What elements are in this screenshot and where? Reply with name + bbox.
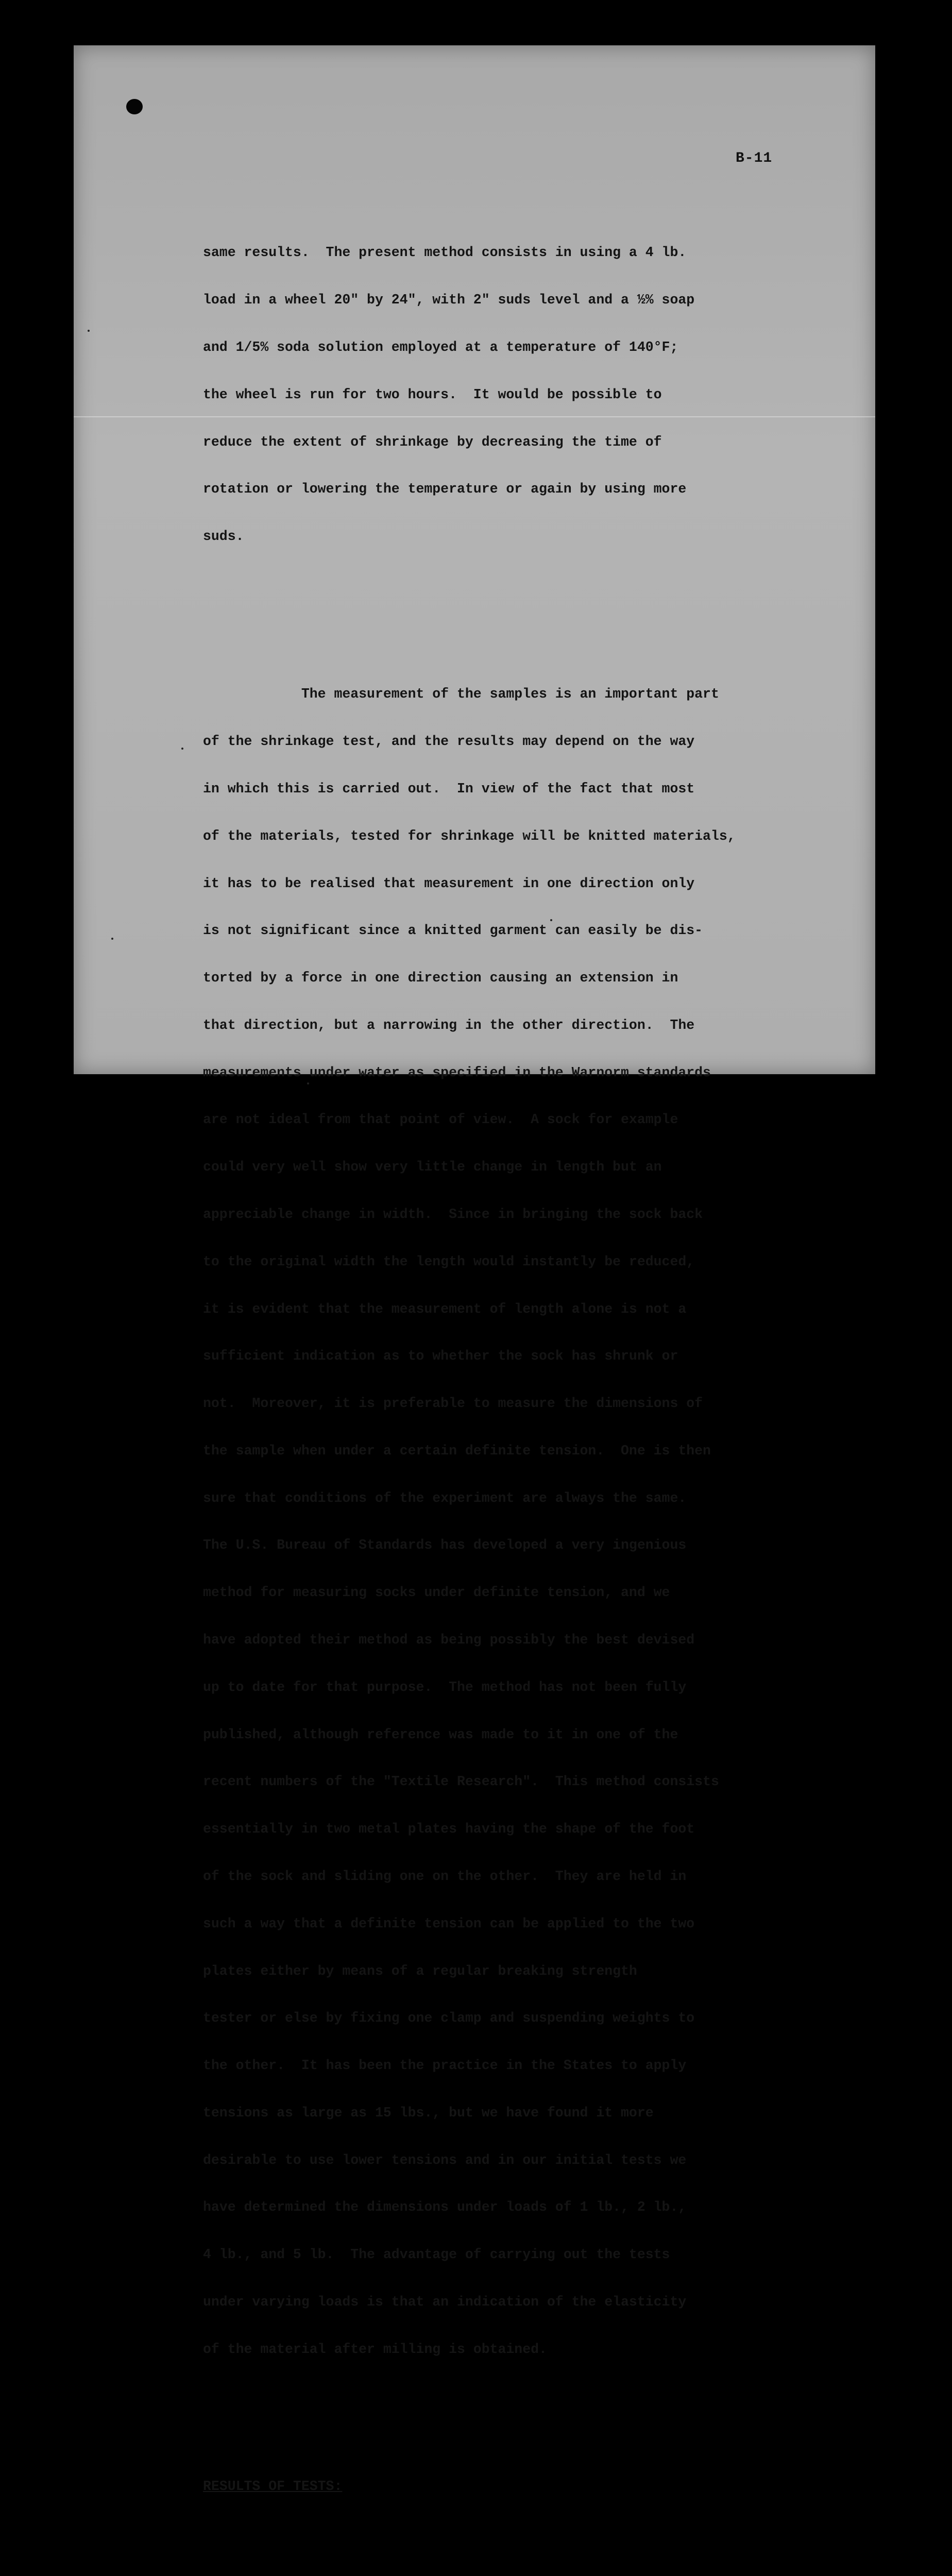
text-line: recent numbers of the "Textile Research". This method consists <box>203 1774 719 1790</box>
text-line: in which this is carried out. In view of the fact that most <box>203 781 695 796</box>
text-line: such a way that a definite tension can be applied to the two <box>203 1916 695 1931</box>
text-line: and 1/5% soda solution employed at a temperature of 140°F; <box>203 339 678 355</box>
text-line: the sample when under a certain definite tension. One is then <box>203 1443 711 1459</box>
section-spacer <box>203 2420 821 2447</box>
text-line: same results. The present method consists in using a 4 lb. <box>203 245 687 261</box>
text-line: method for measuring socks under definite tension, and we <box>203 1585 670 1601</box>
text-line: that direction, but a narrowing in the other direction. The <box>203 1017 695 1033</box>
text-line: load in a wheel 20" by 24", with 2" suds level and a ½% soap <box>203 292 695 308</box>
text-line: of the material after milling is obtained. <box>203 2341 547 2357</box>
text-line: the other. It has been the practice in the States to apply <box>203 2058 687 2074</box>
text-line: desirable to use lower tensions and in our initial tests we <box>203 2152 687 2168</box>
paragraph-2 <box>203 655 821 2388</box>
dust-speck <box>88 330 90 332</box>
text-line: The measurement of the samples is an important part <box>203 686 719 702</box>
text-line: it has to be realised that measurement in one direction only <box>203 875 695 891</box>
section-spacer <box>203 2526 821 2553</box>
text-line: are not ideal from that point of view. A sock for example <box>203 1112 678 1128</box>
paragraph-spacer <box>203 607 821 623</box>
text-line: is not significant since a knitted garment can easily be dis- <box>203 923 703 939</box>
text-line: torted by a force in one direction causing an extension in <box>203 970 678 986</box>
text-line: have adopted their method as being possibly the best devised <box>203 1632 695 1648</box>
text-line: could very well show very little change in length but an <box>203 1159 662 1175</box>
text-line: of the materials, tested for shrinkage will be knitted materials, <box>203 828 736 844</box>
section-heading: RESULTS OF TESTS: <box>203 2478 343 2494</box>
text-line: not. Moreover, it is preferable to measure the dimensions of <box>203 1396 703 1412</box>
text-line: tester or else by fixing one clamp and suspending weights to <box>203 2010 695 2026</box>
text-line: up to date for that purpose. The method has not been fully <box>203 1679 687 1695</box>
text-line: published, although reference was made to it in one of the <box>203 1726 678 1742</box>
text-line: of the sock and sliding one on the other. They are held in <box>203 1868 687 1884</box>
text-line: reduce the extent of shrinkage by decreasing the time of <box>203 434 662 450</box>
text-line: The U.S. Bureau of Standards has developed a very ingenious <box>203 1537 687 1553</box>
text-line: under varying loads is that an indication of the elasticity <box>203 2294 687 2310</box>
text-line: plates either by means of a regular breaking strength <box>203 1963 637 1979</box>
text-line: tensions as large as 15 lbs., but we have found it more <box>203 2105 654 2121</box>
document-body <box>203 182 821 2576</box>
paragraph-1 <box>203 213 821 576</box>
dust-speck <box>111 938 113 940</box>
text-line: measurements under water as specified in the Warnorm standards <box>203 1064 711 1080</box>
text-line: sufficient indication as to whether the sock has shrunk or <box>203 1348 678 1364</box>
text-line: to the original width the length would instantly be reduced, <box>203 1253 695 1269</box>
dust-speck <box>181 748 183 750</box>
text-line: it is evident that the measurement of length alone is not a <box>203 1301 687 1317</box>
text-line: have determined the dimensions under loads of 1 lb., 2 lb., <box>203 2199 687 2215</box>
text-line: sure that conditions of the experiment are always the same. <box>203 1490 687 1506</box>
text-line: 4 lb., and 5 lb. The advantage of carrying out the tests <box>203 2247 670 2263</box>
text-line: appreciable change in width. Since in bringing the sock back <box>203 1207 703 1222</box>
text-line: of the shrinkage test, and the results may depend on the way <box>203 734 695 750</box>
text-line: the wheel is run for two hours. It would be possible to <box>203 386 662 402</box>
text-line: essentially in two metal plates having the shape of the foot <box>203 1821 695 1837</box>
page-number: B-11 <box>736 150 773 166</box>
text-line: suds. <box>203 529 244 545</box>
punch-hole <box>126 99 143 114</box>
text-line: rotation or lowering the temperature or again by using more <box>203 481 687 497</box>
